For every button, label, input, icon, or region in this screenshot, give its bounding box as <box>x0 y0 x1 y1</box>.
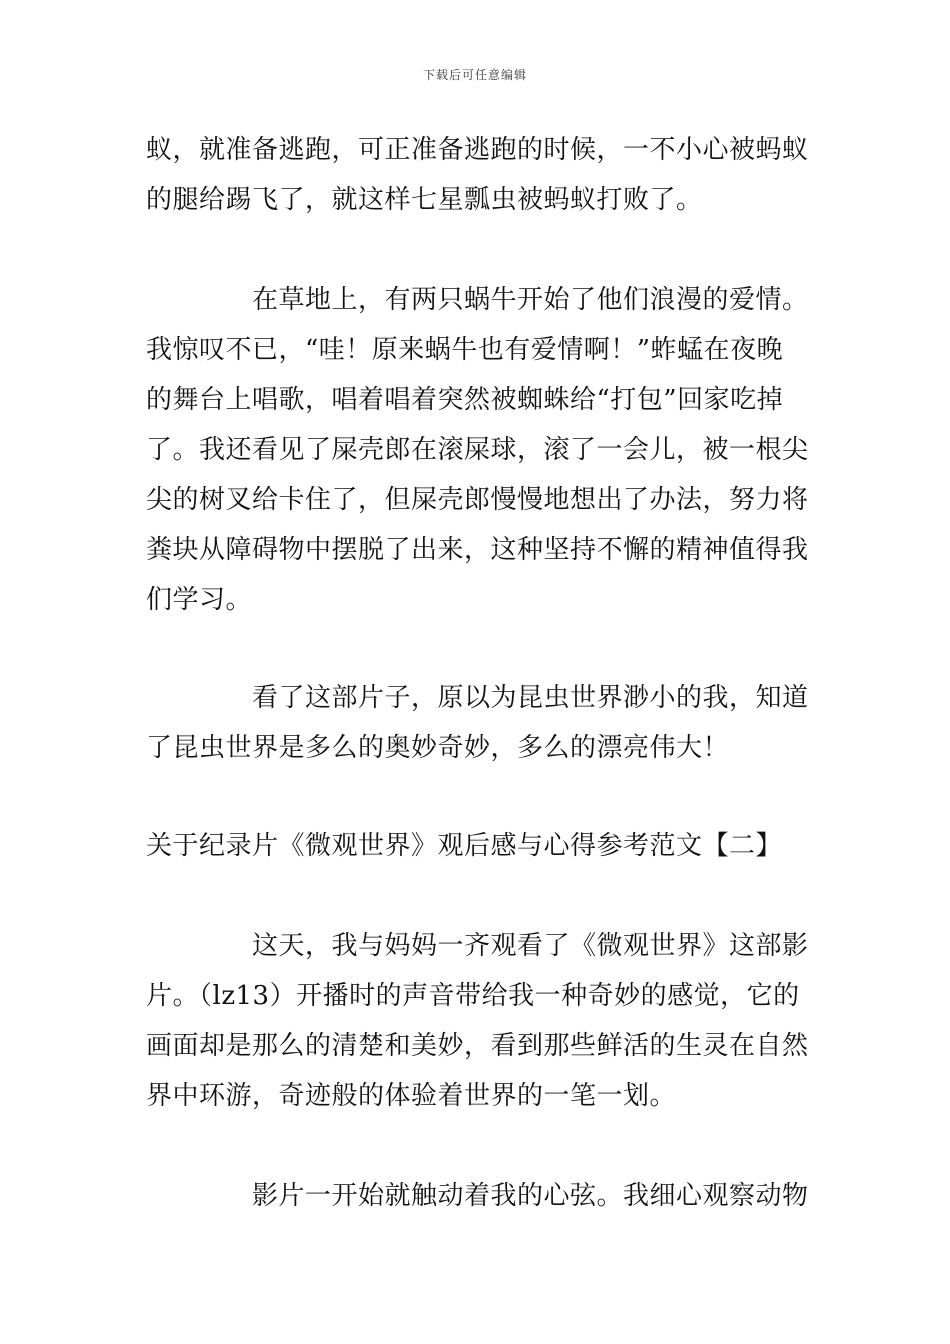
body-line: 蚁，就准备逃跑，可正准备逃跑的时候，一不小心被蚂蚁 <box>146 135 809 165</box>
section-title: 关于纪录片《微观世界》观后感与心得参考范文【二】 <box>146 831 783 861</box>
body-line: 这天，我与妈妈一齐观看了《微观世界》这部影 <box>252 931 809 961</box>
body-line: 了昆虫世界是多么的奥妙奇妙，多么的漂亮伟大！ <box>146 733 730 763</box>
body-line: 的舞台上唱歌，唱着唱着突然被蜘蛛给“打包”回家吃掉 <box>146 385 784 415</box>
body-line: 在草地上，有两只蜗牛开始了他们浪漫的爱情。 <box>252 285 809 315</box>
body-line: 看了这部片子，原以为昆虫世界渺小的我，知道 <box>252 683 809 713</box>
body-line: 们学习。 <box>146 585 253 615</box>
body-line: 片。（lz13）开播时的声音带给我一种奇妙的感觉，它的 <box>146 981 800 1011</box>
body-line: 了。我还看见了屎壳郎在滚屎球，滚了一会儿，被一根尖 <box>146 435 809 465</box>
body-line: 界中环游，奇迹般的体验着世界的一笔一划。 <box>146 1081 677 1111</box>
body-line: 粪块从障碍物中摆脱了出来，这种坚持不懈的精神值得我 <box>146 535 809 565</box>
page-header: 下载后可任意编辑 <box>422 68 527 82</box>
body-line: 影片一开始就触动着我的心弦。我细心观察动物 <box>252 1181 809 1211</box>
body-line: 我惊叹不已，“哇！原来蜗牛也有爱情啊！”蚱蜢在夜晚 <box>146 335 784 365</box>
body-line: 画面却是那么的清楚和美妙，看到那些鲜活的生灵在自然 <box>146 1031 809 1061</box>
body-line: 的腿给踢飞了，就这样七星瓢虫被蚂蚁打败了。 <box>146 185 703 215</box>
body-line: 尖的树叉给卡住了，但屎壳郎慢慢地想出了办法，努力将 <box>146 485 809 515</box>
